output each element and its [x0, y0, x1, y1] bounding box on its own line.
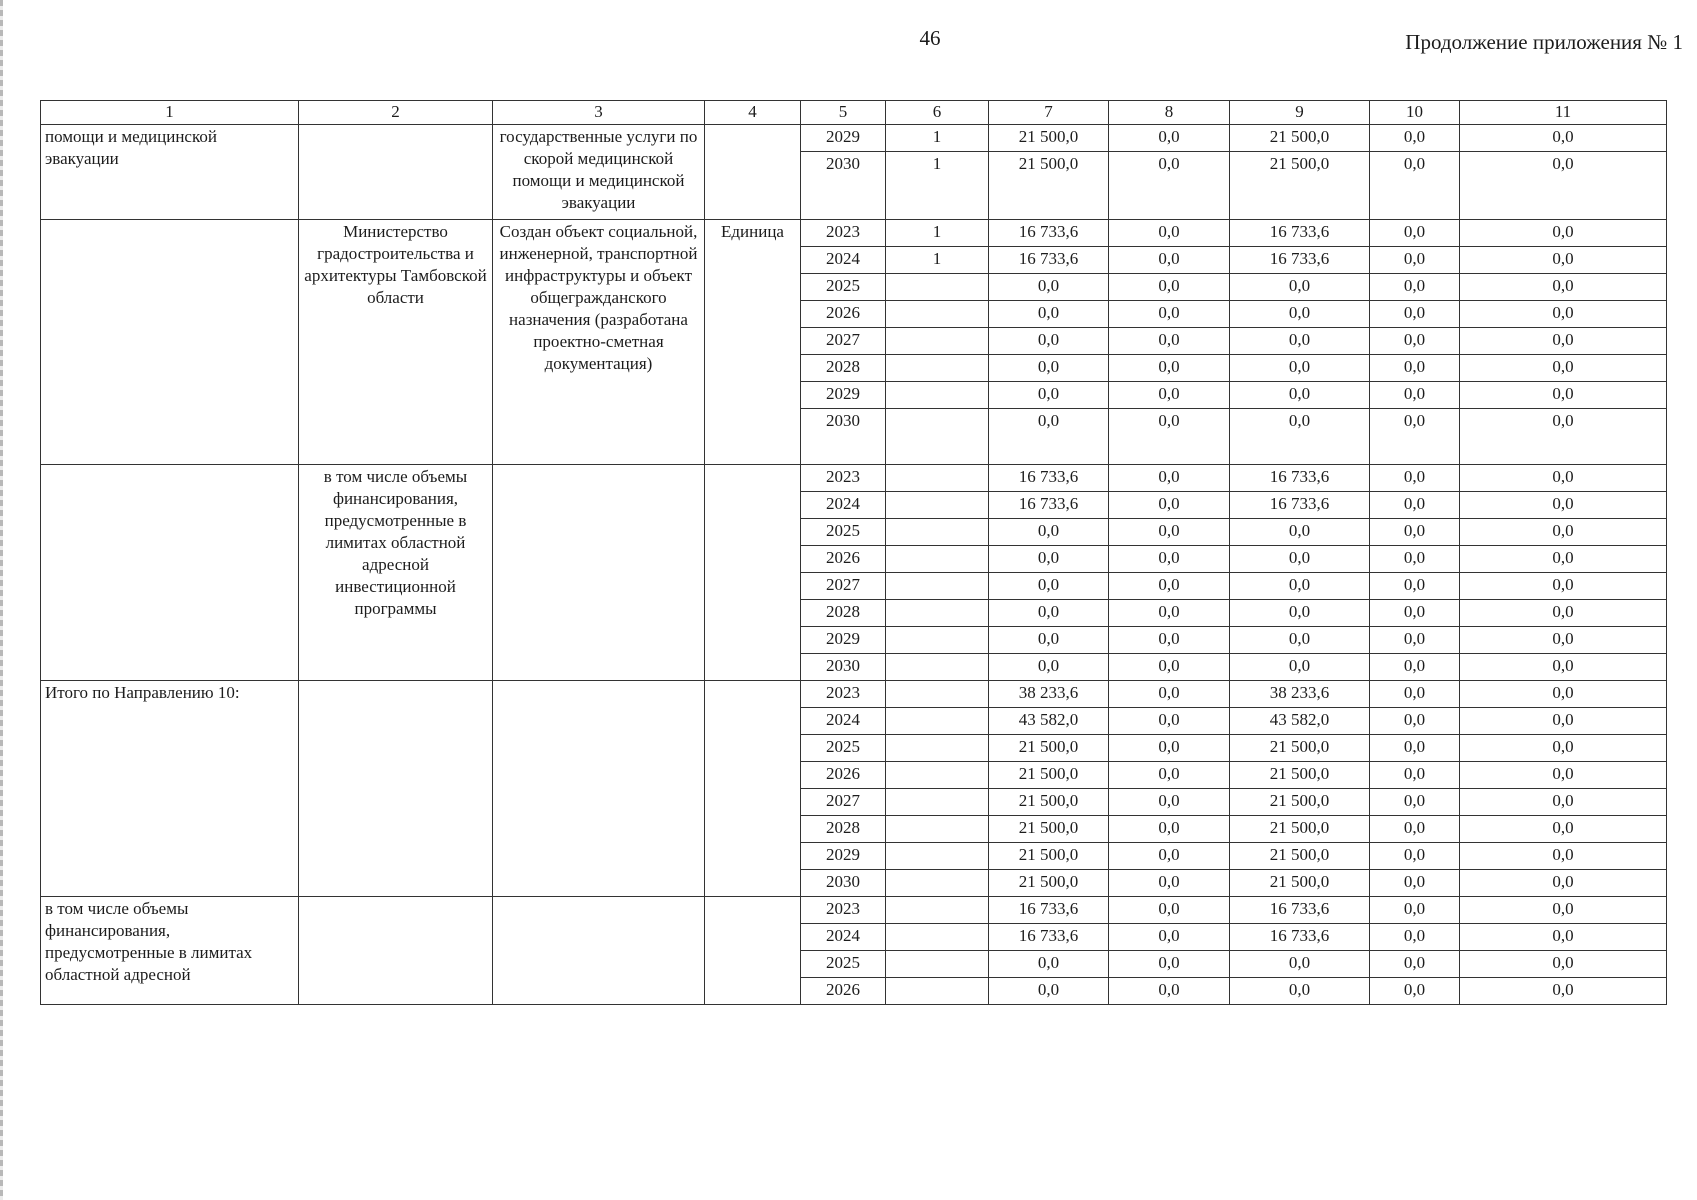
federal-cell: 0,0	[1109, 301, 1230, 328]
municipal-cell: 0,0	[1370, 382, 1460, 409]
municipal-cell: 0,0	[1370, 220, 1460, 247]
year-cell: 2025	[801, 951, 886, 978]
regional-cell: 0,0	[1230, 519, 1370, 546]
regional-cell: 21 500,0	[1230, 870, 1370, 897]
extrabudget-cell: 0,0	[1460, 897, 1667, 924]
municipal-cell: 0,0	[1370, 951, 1460, 978]
federal-cell: 0,0	[1109, 708, 1230, 735]
total-cell: 0,0	[989, 519, 1109, 546]
extrabudget-cell: 0,0	[1460, 546, 1667, 573]
total-cell: 21 500,0	[989, 152, 1109, 220]
year-cell: 2023	[801, 220, 886, 247]
regional-cell: 16 733,6	[1230, 492, 1370, 519]
year-cell: 2028	[801, 600, 886, 627]
federal-cell: 0,0	[1109, 355, 1230, 382]
group-ambulance-result: государственные услуги по скорой медицинской помощи и медицинской эвакуации	[493, 125, 705, 220]
count-cell	[886, 382, 989, 409]
extrabudget-cell: 0,0	[1460, 125, 1667, 152]
regional-cell: 21 500,0	[1230, 816, 1370, 843]
extrabudget-cell: 0,0	[1460, 465, 1667, 492]
regional-cell: 21 500,0	[1230, 843, 1370, 870]
year-cell: 2024	[801, 492, 886, 519]
extrabudget-cell: 0,0	[1460, 789, 1667, 816]
group-total-investment-result	[493, 897, 705, 1005]
year-cell: 2026	[801, 546, 886, 573]
count-cell	[886, 274, 989, 301]
total-cell: 0,0	[989, 573, 1109, 600]
total-cell: 0,0	[989, 382, 1109, 409]
extrabudget-cell: 0,0	[1460, 951, 1667, 978]
federal-cell: 0,0	[1109, 897, 1230, 924]
federal-cell: 0,0	[1109, 789, 1230, 816]
column-number: 11	[1460, 101, 1667, 125]
extrabudget-cell: 0,0	[1460, 627, 1667, 654]
total-cell: 0,0	[989, 301, 1109, 328]
appendix-continuation-header: Продолжение приложения № 1	[1405, 30, 1683, 54]
count-cell: 1	[886, 125, 989, 152]
federal-cell: 0,0	[1109, 492, 1230, 519]
regional-cell: 0,0	[1230, 600, 1370, 627]
total-cell: 0,0	[989, 274, 1109, 301]
municipal-cell: 0,0	[1370, 627, 1460, 654]
extrabudget-cell: 0,0	[1460, 519, 1667, 546]
federal-cell: 0,0	[1109, 735, 1230, 762]
total-cell: 21 500,0	[989, 816, 1109, 843]
municipal-cell: 0,0	[1370, 681, 1460, 708]
year-cell: 2028	[801, 816, 886, 843]
total-cell: 0,0	[989, 328, 1109, 355]
total-cell: 0,0	[989, 355, 1109, 382]
federal-cell: 0,0	[1109, 951, 1230, 978]
municipal-cell: 0,0	[1370, 328, 1460, 355]
federal-cell: 0,0	[1109, 247, 1230, 274]
regional-cell: 0,0	[1230, 409, 1370, 465]
total-cell: 21 500,0	[989, 735, 1109, 762]
count-cell	[886, 789, 989, 816]
municipal-cell: 0,0	[1370, 897, 1460, 924]
regional-cell: 38 233,6	[1230, 681, 1370, 708]
count-cell	[886, 654, 989, 681]
total-cell: 16 733,6	[989, 924, 1109, 951]
municipal-cell: 0,0	[1370, 492, 1460, 519]
municipal-cell: 0,0	[1370, 654, 1460, 681]
municipal-cell: 0,0	[1370, 519, 1460, 546]
count-cell	[886, 708, 989, 735]
total-cell: 0,0	[989, 951, 1109, 978]
municipal-cell: 0,0	[1370, 573, 1460, 600]
count-cell	[886, 762, 989, 789]
year-cell: 2024	[801, 247, 886, 274]
total-cell: 16 733,6	[989, 220, 1109, 247]
federal-cell: 0,0	[1109, 978, 1230, 1005]
year-cell: 2027	[801, 789, 886, 816]
scan-edge	[0, 0, 3, 1200]
group-total-investment-responsible	[299, 897, 493, 1005]
total-cell: 16 733,6	[989, 247, 1109, 274]
count-cell	[886, 301, 989, 328]
count-cell	[886, 681, 989, 708]
year-cell: 2029	[801, 382, 886, 409]
page-number: 46	[919, 26, 941, 50]
extrabudget-cell: 0,0	[1460, 492, 1667, 519]
municipal-cell: 0,0	[1370, 301, 1460, 328]
extrabudget-cell: 0,0	[1460, 816, 1667, 843]
extrabudget-cell: 0,0	[1460, 247, 1667, 274]
regional-cell: 0,0	[1230, 627, 1370, 654]
year-cell: 2029	[801, 843, 886, 870]
year-cell: 2025	[801, 274, 886, 301]
column-number: 9	[1230, 101, 1370, 125]
financing-table	[40, 100, 1667, 1005]
count-cell: 1	[886, 220, 989, 247]
count-cell	[886, 409, 989, 465]
federal-cell: 0,0	[1109, 924, 1230, 951]
count-cell	[886, 924, 989, 951]
group-ministry-name	[41, 220, 299, 465]
federal-cell: 0,0	[1109, 600, 1230, 627]
extrabudget-cell: 0,0	[1460, 735, 1667, 762]
regional-cell: 21 500,0	[1230, 125, 1370, 152]
count-cell	[886, 519, 989, 546]
year-cell: 2026	[801, 301, 886, 328]
regional-cell: 0,0	[1230, 546, 1370, 573]
extrabudget-cell: 0,0	[1460, 301, 1667, 328]
extrabudget-cell: 0,0	[1460, 978, 1667, 1005]
extrabudget-cell: 0,0	[1460, 274, 1667, 301]
year-cell: 2030	[801, 152, 886, 220]
extrabudget-cell: 0,0	[1460, 220, 1667, 247]
extrabudget-cell: 0,0	[1460, 762, 1667, 789]
regional-cell: 16 733,6	[1230, 247, 1370, 274]
extrabudget-cell: 0,0	[1460, 382, 1667, 409]
column-number: 1	[41, 101, 299, 125]
extrabudget-cell: 0,0	[1460, 152, 1667, 220]
extrabudget-cell: 0,0	[1460, 328, 1667, 355]
count-cell	[886, 355, 989, 382]
count-cell	[886, 573, 989, 600]
year-cell: 2030	[801, 870, 886, 897]
total-cell: 43 582,0	[989, 708, 1109, 735]
total-cell: 21 500,0	[989, 843, 1109, 870]
regional-cell: 0,0	[1230, 951, 1370, 978]
group-ambulance-name: помощи и медицинской эвакуации	[41, 125, 299, 220]
group-total-responsible	[299, 681, 493, 897]
group-investment-unit	[705, 465, 801, 681]
municipal-cell: 0,0	[1370, 708, 1460, 735]
count-cell	[886, 328, 989, 355]
regional-cell: 16 733,6	[1230, 924, 1370, 951]
municipal-cell: 0,0	[1370, 870, 1460, 897]
count-cell	[886, 816, 989, 843]
count-cell	[886, 843, 989, 870]
federal-cell: 0,0	[1109, 382, 1230, 409]
extrabudget-cell: 0,0	[1460, 355, 1667, 382]
count-cell	[886, 870, 989, 897]
total-cell: 21 500,0	[989, 789, 1109, 816]
total-cell: 38 233,6	[989, 681, 1109, 708]
municipal-cell: 0,0	[1370, 762, 1460, 789]
municipal-cell: 0,0	[1370, 816, 1460, 843]
count-cell	[886, 465, 989, 492]
year-cell: 2030	[801, 409, 886, 465]
federal-cell: 0,0	[1109, 762, 1230, 789]
regional-cell: 21 500,0	[1230, 762, 1370, 789]
year-cell: 2026	[801, 762, 886, 789]
total-cell: 16 733,6	[989, 465, 1109, 492]
table-row	[41, 897, 1667, 924]
year-cell: 2026	[801, 978, 886, 1005]
municipal-cell: 0,0	[1370, 465, 1460, 492]
table-row	[41, 125, 1667, 152]
count-cell	[886, 951, 989, 978]
municipal-cell: 0,0	[1370, 409, 1460, 465]
column-number: 5	[801, 101, 886, 125]
federal-cell: 0,0	[1109, 409, 1230, 465]
group-ambulance-unit	[705, 125, 801, 220]
column-number: 10	[1370, 101, 1460, 125]
count-cell	[886, 978, 989, 1005]
total-cell: 21 500,0	[989, 870, 1109, 897]
group-total-unit	[705, 681, 801, 897]
group-total-result	[493, 681, 705, 897]
count-cell	[886, 546, 989, 573]
municipal-cell: 0,0	[1370, 247, 1460, 274]
regional-cell: 0,0	[1230, 978, 1370, 1005]
regional-cell: 0,0	[1230, 355, 1370, 382]
group-ministry-result: Создан объект социальной, инженерной, транспортной инфраструктуры и объект общегражданского назначения (разработана проектно-сметная документация)	[493, 220, 705, 465]
total-cell: 16 733,6	[989, 897, 1109, 924]
municipal-cell: 0,0	[1370, 924, 1460, 951]
year-cell: 2024	[801, 924, 886, 951]
table-row	[41, 220, 1667, 247]
regional-cell: 0,0	[1230, 573, 1370, 600]
federal-cell: 0,0	[1109, 220, 1230, 247]
table-row	[41, 681, 1667, 708]
regional-cell: 16 733,6	[1230, 465, 1370, 492]
total-cell: 16 733,6	[989, 492, 1109, 519]
year-cell: 2029	[801, 627, 886, 654]
regional-cell: 0,0	[1230, 328, 1370, 355]
federal-cell: 0,0	[1109, 125, 1230, 152]
total-cell: 0,0	[989, 409, 1109, 465]
municipal-cell: 0,0	[1370, 600, 1460, 627]
regional-cell: 0,0	[1230, 382, 1370, 409]
total-cell: 0,0	[989, 600, 1109, 627]
regional-cell: 21 500,0	[1230, 735, 1370, 762]
year-cell: 2023	[801, 465, 886, 492]
municipal-cell: 0,0	[1370, 125, 1460, 152]
municipal-cell: 0,0	[1370, 152, 1460, 220]
count-cell	[886, 897, 989, 924]
federal-cell: 0,0	[1109, 816, 1230, 843]
regional-cell: 16 733,6	[1230, 220, 1370, 247]
federal-cell: 0,0	[1109, 328, 1230, 355]
federal-cell: 0,0	[1109, 274, 1230, 301]
regional-cell: 0,0	[1230, 301, 1370, 328]
count-cell	[886, 627, 989, 654]
column-number: 6	[886, 101, 989, 125]
federal-cell: 0,0	[1109, 654, 1230, 681]
year-cell: 2025	[801, 735, 886, 762]
group-investment-name	[41, 465, 299, 681]
municipal-cell: 0,0	[1370, 735, 1460, 762]
count-cell	[886, 492, 989, 519]
total-cell: 21 500,0	[989, 125, 1109, 152]
federal-cell: 0,0	[1109, 546, 1230, 573]
year-cell: 2023	[801, 681, 886, 708]
count-cell: 1	[886, 247, 989, 274]
extrabudget-cell: 0,0	[1460, 870, 1667, 897]
table-body	[41, 101, 1667, 1005]
extrabudget-cell: 0,0	[1460, 843, 1667, 870]
extrabudget-cell: 0,0	[1460, 409, 1667, 465]
extrabudget-cell: 0,0	[1460, 600, 1667, 627]
year-cell: 2025	[801, 519, 886, 546]
group-total-name: Итого по Направлению 10:	[41, 681, 299, 897]
regional-cell: 21 500,0	[1230, 789, 1370, 816]
extrabudget-cell: 0,0	[1460, 654, 1667, 681]
group-ambulance-responsible	[299, 125, 493, 220]
municipal-cell: 0,0	[1370, 546, 1460, 573]
year-cell: 2027	[801, 573, 886, 600]
total-cell: 0,0	[989, 654, 1109, 681]
regional-cell: 21 500,0	[1230, 152, 1370, 220]
regional-cell: 16 733,6	[1230, 897, 1370, 924]
year-cell: 2030	[801, 654, 886, 681]
year-cell: 2023	[801, 897, 886, 924]
column-number: 7	[989, 101, 1109, 125]
column-number: 4	[705, 101, 801, 125]
regional-cell: 0,0	[1230, 274, 1370, 301]
federal-cell: 0,0	[1109, 870, 1230, 897]
extrabudget-cell: 0,0	[1460, 573, 1667, 600]
regional-cell: 0,0	[1230, 654, 1370, 681]
federal-cell: 0,0	[1109, 573, 1230, 600]
extrabudget-cell: 0,0	[1460, 708, 1667, 735]
regional-cell: 43 582,0	[1230, 708, 1370, 735]
total-cell: 21 500,0	[989, 762, 1109, 789]
year-cell: 2028	[801, 355, 886, 382]
municipal-cell: 0,0	[1370, 274, 1460, 301]
count-cell	[886, 735, 989, 762]
year-cell: 2024	[801, 708, 886, 735]
group-ministry-unit: Единица	[705, 220, 801, 465]
group-investment-responsible: в том числе объемы финансирования, предусмотренные в лимитах областной адресной инвестиционной программы	[299, 465, 493, 681]
municipal-cell: 0,0	[1370, 789, 1460, 816]
group-ministry-responsible: Министерство градостроительства и архитектуры Тамбовской области	[299, 220, 493, 465]
federal-cell: 0,0	[1109, 681, 1230, 708]
extrabudget-cell: 0,0	[1460, 924, 1667, 951]
municipal-cell: 0,0	[1370, 978, 1460, 1005]
municipal-cell: 0,0	[1370, 355, 1460, 382]
federal-cell: 0,0	[1109, 843, 1230, 870]
group-total-investment-name: в том числе объемы финансирования, предусмотренные в лимитах областной адресной	[41, 897, 299, 1005]
table-row	[41, 465, 1667, 492]
count-cell	[886, 600, 989, 627]
group-total-investment-unit	[705, 897, 801, 1005]
extrabudget-cell: 0,0	[1460, 681, 1667, 708]
column-number-row	[41, 101, 1667, 125]
group-investment-result	[493, 465, 705, 681]
municipal-cell: 0,0	[1370, 843, 1460, 870]
count-cell: 1	[886, 152, 989, 220]
total-cell: 0,0	[989, 978, 1109, 1005]
federal-cell: 0,0	[1109, 519, 1230, 546]
column-number: 8	[1109, 101, 1230, 125]
column-number: 3	[493, 101, 705, 125]
federal-cell: 0,0	[1109, 627, 1230, 654]
total-cell: 0,0	[989, 627, 1109, 654]
year-cell: 2027	[801, 328, 886, 355]
column-number: 2	[299, 101, 493, 125]
federal-cell: 0,0	[1109, 152, 1230, 220]
total-cell: 0,0	[989, 546, 1109, 573]
year-cell: 2029	[801, 125, 886, 152]
federal-cell: 0,0	[1109, 465, 1230, 492]
